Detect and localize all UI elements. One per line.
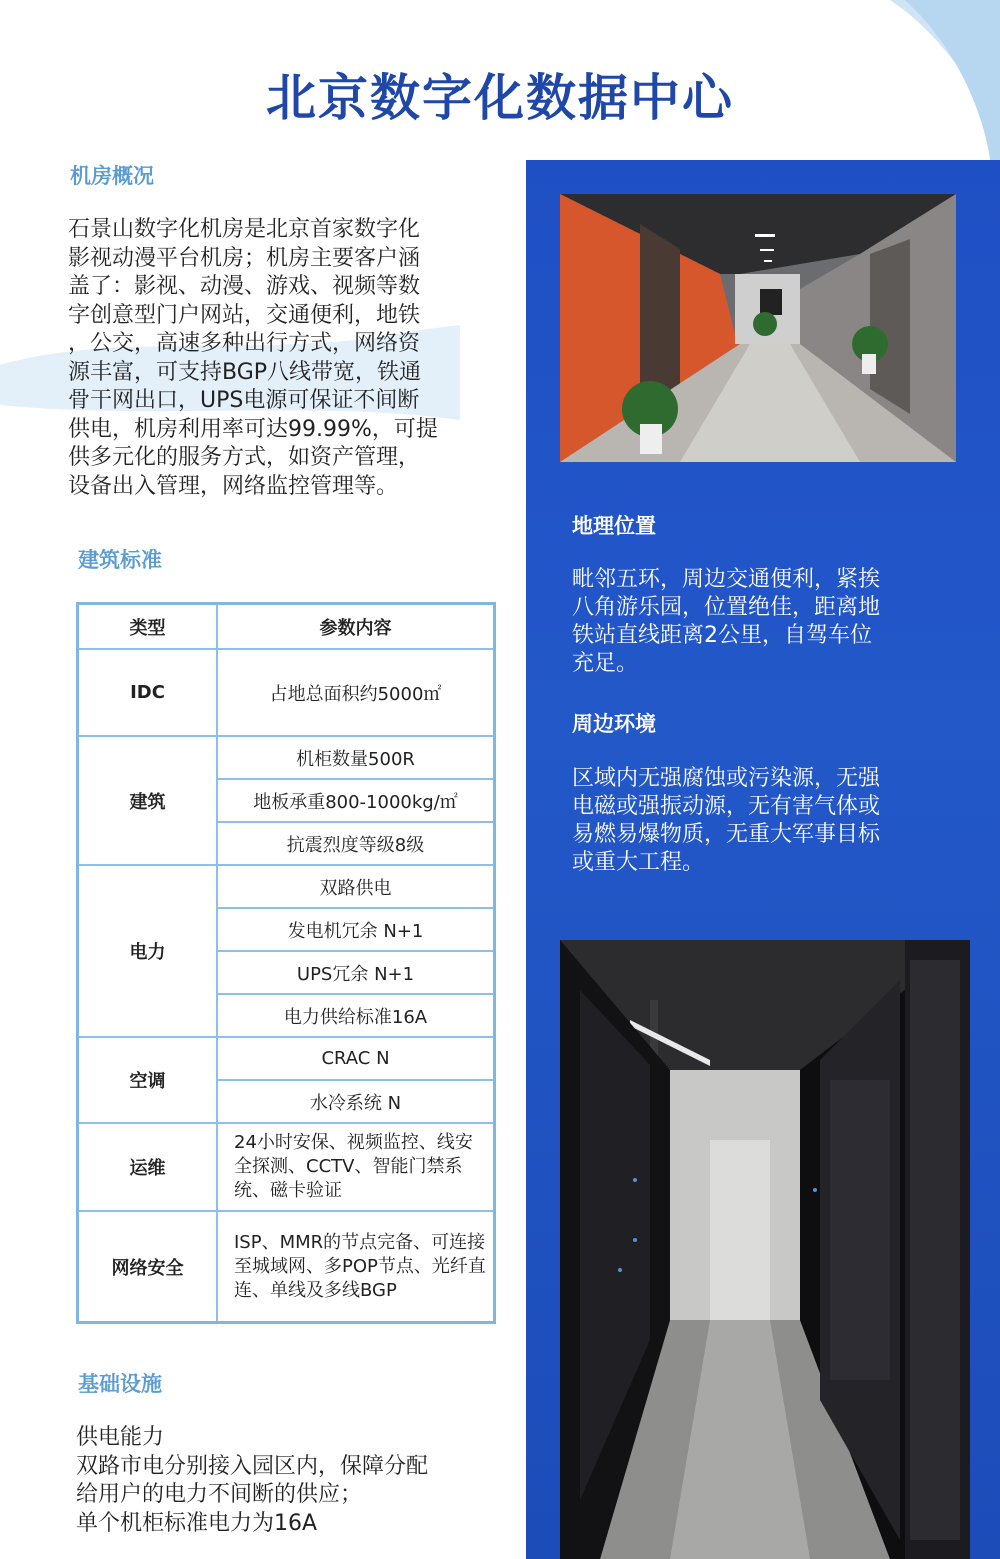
environment-line: 区域内无强腐蚀或污染源，无强 bbox=[572, 766, 881, 791]
standards-heading: 建筑标准 bbox=[78, 548, 162, 572]
category-cell: IDC bbox=[79, 649, 217, 736]
category-cell: 运维 bbox=[79, 1123, 217, 1211]
overview-line: 设备出入管理，网络监控管理等。 bbox=[68, 473, 399, 499]
infrastructure-heading: 基础设施 bbox=[78, 1372, 162, 1396]
category-cell: 建筑 bbox=[79, 736, 217, 865]
location-line: 八角游乐园，位置绝佳，距离地 bbox=[572, 595, 881, 620]
table-row bbox=[79, 649, 493, 736]
environment-line: 电磁或强振动源，无有害气体或 bbox=[572, 794, 881, 819]
param-cell: 机柜数量500R bbox=[217, 736, 493, 779]
table-row bbox=[79, 736, 493, 779]
category-cell: 空调 bbox=[79, 1037, 217, 1123]
overview-line: 影视动漫平台机房；机房主要客户涵 bbox=[68, 245, 421, 271]
infrastructure-text bbox=[76, 1424, 496, 1538]
param-cell: 电力供给标准16A bbox=[217, 994, 493, 1037]
overview-heading: 机房概况 bbox=[70, 164, 154, 188]
table-header-row bbox=[79, 605, 493, 649]
overview-line: 供多元化的服务方式，如资产管理， bbox=[68, 445, 421, 470]
environment-line: 易燃易爆物质，无重大军事目标 bbox=[572, 822, 881, 847]
column-header-type: 类型 bbox=[79, 605, 217, 649]
environment-heading: 周边环境 bbox=[572, 712, 656, 736]
param-cell: 地板承重800-1000kg/㎡ bbox=[217, 779, 493, 822]
location-line: 充足。 bbox=[572, 651, 639, 676]
location-text bbox=[572, 566, 972, 678]
param-cell: 占地总面积约5000㎡ bbox=[217, 649, 493, 736]
param-cell: 双路供电 bbox=[217, 865, 493, 908]
infrastructure-line: 供电能力 bbox=[76, 1425, 165, 1450]
overview-line: 盖了：影视、动漫、游戏、视频等数 bbox=[68, 274, 421, 299]
overview-text bbox=[68, 216, 488, 501]
table-row bbox=[79, 1211, 493, 1321]
param-cell: ISP、MMR的节点完备、可连接至城域网、多POP节点、光纤直连、单线及多线BGP bbox=[234, 1231, 486, 1301]
overview-line: 供电，机房利用率可达99.99%，可提 bbox=[68, 416, 438, 442]
category-cell: 网络安全 bbox=[79, 1211, 217, 1321]
location-heading: 地理位置 bbox=[572, 514, 656, 538]
infrastructure-line: 单个机柜标准电力为16A bbox=[76, 1510, 318, 1536]
corridor-photo bbox=[560, 194, 956, 462]
overview-line: 骨干网出口，UPS电源可保证不间断 bbox=[68, 388, 420, 413]
environment-text bbox=[572, 765, 972, 877]
category-cell: 电力 bbox=[79, 865, 217, 1037]
server-room-photo bbox=[560, 940, 970, 1559]
overview-line: ，公交，高速多种出行方式，网络资 bbox=[68, 331, 421, 356]
param-cell: 水冷系统 N bbox=[217, 1080, 493, 1123]
param-cell: 发电机冗余 N+1 bbox=[217, 908, 493, 951]
param-cell: CRAC N bbox=[217, 1037, 493, 1080]
overview-line: 石景山数字化机房是北京首家数字化 bbox=[68, 217, 421, 242]
table-row bbox=[79, 1123, 493, 1211]
location-line: 铁站直线距离2公里，自驾车位 bbox=[572, 623, 872, 648]
column-header-params: 参数内容 bbox=[217, 605, 493, 649]
standards-table bbox=[76, 602, 496, 1324]
page-title: 北京数字化数据中心 bbox=[266, 69, 734, 127]
overview-line: 源丰富，可支持BGP八线带宽，铁通 bbox=[68, 359, 422, 385]
location-line: 毗邻五环，周边交通便利，紧挨 bbox=[572, 567, 881, 592]
infrastructure-line: 给用户的电力不间断的供应； bbox=[76, 1482, 363, 1507]
overview-line: 字创意型门户网站，交通便利，地铁 bbox=[68, 302, 421, 328]
table-row bbox=[79, 1037, 493, 1080]
param-cell: UPS冗余 N+1 bbox=[217, 951, 493, 994]
infrastructure-line: 双路市电分别接入园区内，保障分配 bbox=[76, 1453, 429, 1479]
param-cell: 抗震烈度等级8级 bbox=[217, 822, 493, 865]
environment-line: 或重大工程。 bbox=[572, 850, 705, 875]
param-cell: 24小时安保、视频监控、线安全探测、CCTV、智能门禁系统、磁卡验证 bbox=[217, 1123, 493, 1211]
table-row bbox=[79, 865, 493, 908]
